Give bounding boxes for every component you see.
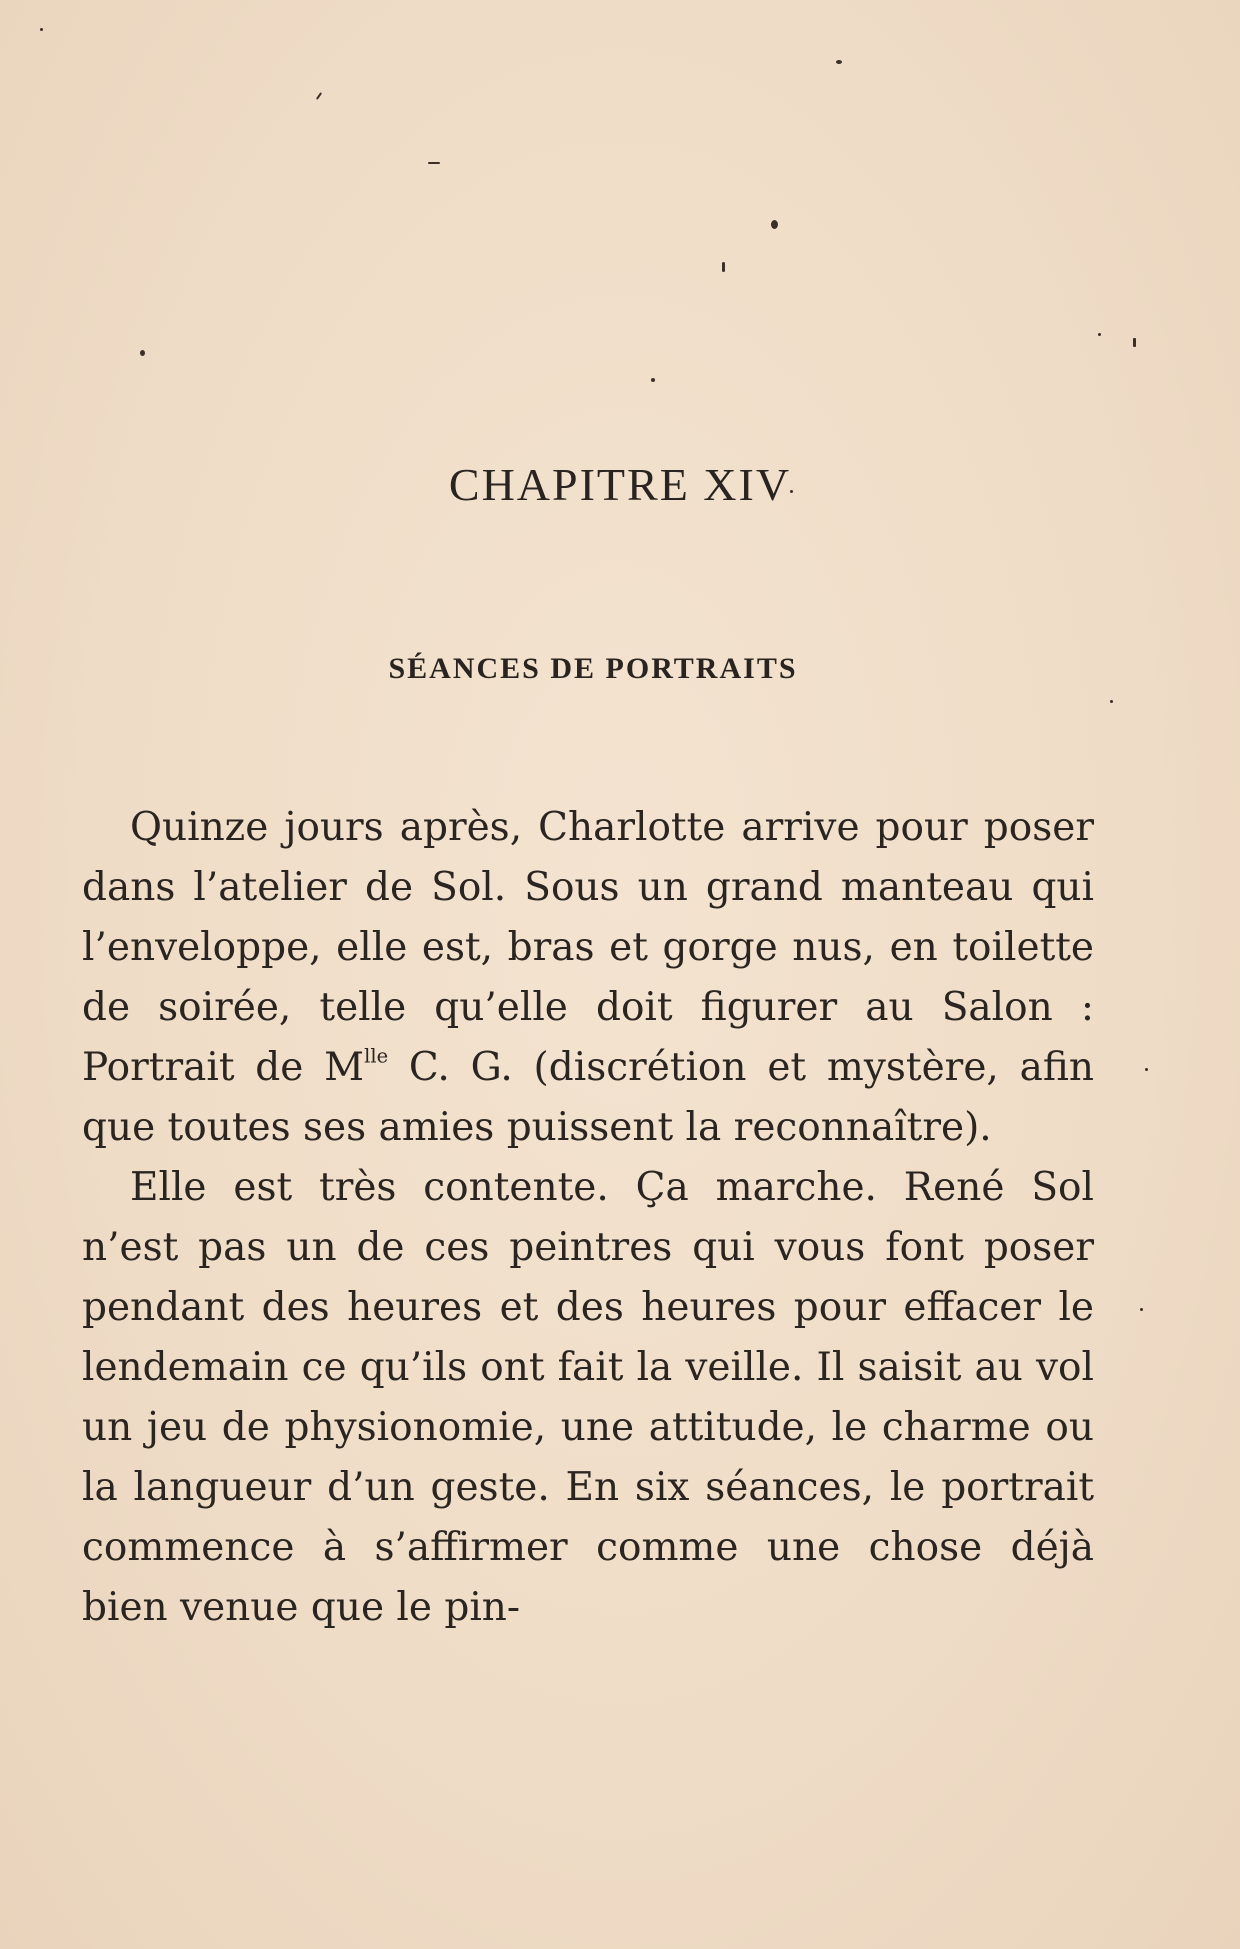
paragraph [82, 798, 1094, 1158]
paper-speck [316, 92, 322, 100]
paragraph-text: C. G. (discrétion et mystère, afin que toutes ses amies puissent la reconnaître). [82, 1045, 1094, 1150]
paper-speck [1133, 338, 1136, 347]
chapter-subtitle: SÉANCES DE PORTRAITS [388, 652, 798, 685]
paper-speck [836, 60, 842, 64]
paper-speck [1140, 1308, 1143, 1311]
paper-speck [1110, 700, 1113, 703]
paper-speck [771, 220, 778, 229]
paragraph: Elle est très contente. Ça marche. René Sol n’est pas un de ces peintres qui vous font poser pendant des heures et des heures pour effacer le lendemain ce qu’ils ont fait la veille. Il saisit au vol un jeu de physionomie, une attitude, le charme ou la langueur d’un geste. En six séances, le portrait commence à s’affirmer comme une chose déjà bien venue que le pin- [82, 1165, 1094, 1630]
chapter-title: CHAPITRE XIV [448, 459, 792, 510]
paper-speck [651, 378, 655, 382]
paper-speck [1098, 333, 1101, 336]
paper-speck [428, 162, 440, 164]
paper-speck [140, 350, 145, 356]
paragraph-text: Quinze jours après, Charlotte arrive pour poser dans l’atelier de Sol. Sous un grand manteau qui l’enveloppe, elle est, bras et gorge nus, en toilette de soirée, telle qu’elle doit figurer au Salon : Portrait de M [82, 805, 1094, 1090]
paper-speck [1145, 1068, 1148, 1071]
paper-speck [722, 262, 725, 272]
body-text [82, 798, 1094, 1638]
paper-speck [40, 28, 43, 31]
title-abbreviation: lle [364, 1044, 389, 1068]
